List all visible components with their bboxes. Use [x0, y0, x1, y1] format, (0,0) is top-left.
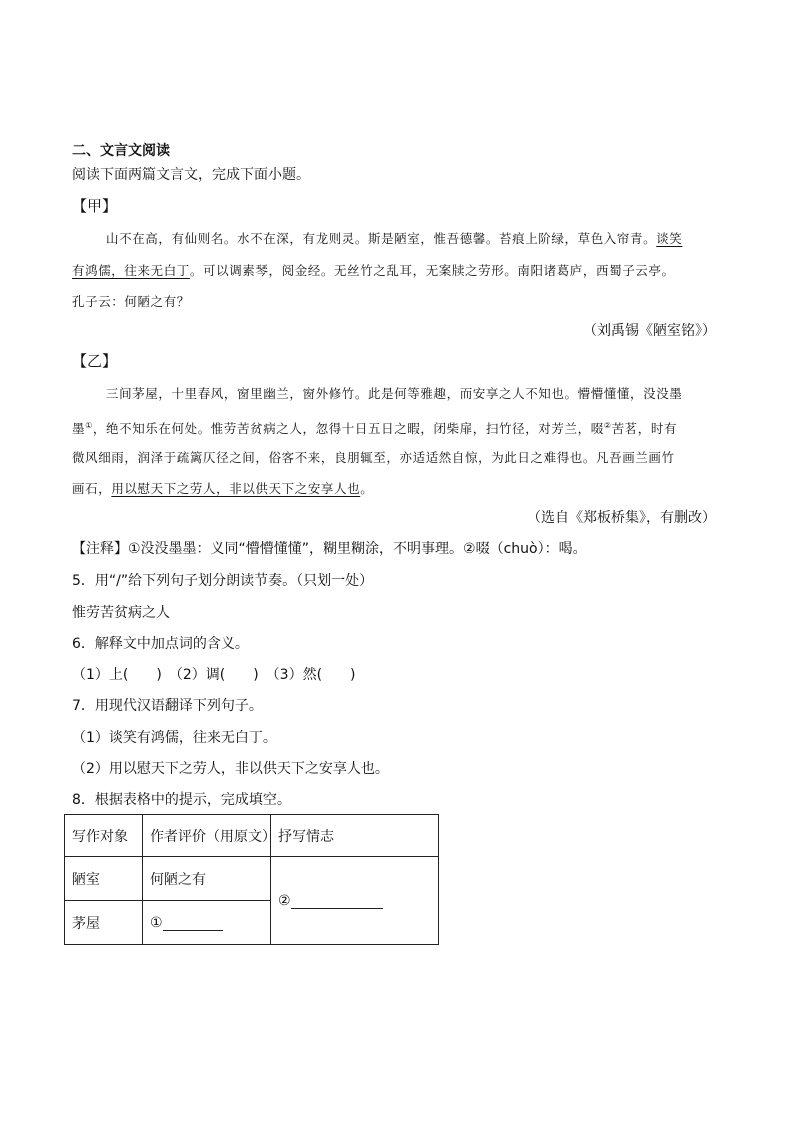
question-7-item-2: （2）用以慰天下之劳人，非以供天下之安享人也。 — [72, 761, 389, 777]
passage-yi-line-1: 三间茅屋，十里春风，窗里幽兰，窗外修竹。此是何等雅趣，而安享之人不知也。懵懵懂懂，没没墨 — [106, 386, 683, 401]
question-7: 7．用现代汉语翻译下列句子。 — [72, 698, 263, 714]
table-header-cell: 作者评价（用原文） — [143, 815, 271, 857]
note-marker-2: ② — [603, 421, 612, 430]
passage-yi-text: ，绝不知乐在何处。惟劳苦贫病之人，忽得十日五日之暇，闭柴扉，扫竹径，对芳兰，啜 — [92, 421, 604, 437]
table-row — [65, 857, 439, 901]
passage-yi-source: （选自《郑板桥集》，有删改） — [527, 510, 716, 526]
section-title: 二、文言文阅读 — [72, 143, 170, 159]
blank-marker-2: ② — [278, 892, 291, 909]
answer-table — [64, 814, 439, 945]
passage-yi-text: 墨 — [72, 421, 86, 437]
table-cell-evaluation[interactable] — [143, 901, 271, 945]
question-7-item-1: （1）谈笑有鸿儒，往来无白丁。 — [72, 730, 277, 746]
table-header-row — [65, 815, 439, 857]
passage-yi-line-3: 微风细雨，润泽于疏篱仄径之间，俗客不来，良朋辄至，亦适适然自惊，为此日之难得也。凡吾画兰画竹 — [72, 450, 675, 465]
blank-marker-1: ① — [150, 914, 163, 931]
note-marker-1: ① — [85, 421, 93, 430]
question-6-items: （1）上( ) （2）调( ) （3）然( ) — [72, 667, 356, 683]
passage-yi-line-2 — [72, 417, 677, 438]
passage-jia-text: 山不在高，有仙则名。水不在深，有龙则灵。斯是陋室，惟吾德馨。苔痕上阶绿，草色入帘青。 — [106, 231, 657, 246]
table-cell-feeling[interactable] — [271, 857, 439, 945]
section-instruction: 阅读下面两篇文言文，完成下面小题。 — [72, 167, 310, 183]
table-header-cell: 写作对象 — [65, 815, 143, 857]
question-5-sentence: 惟劳苦贫病之人 — [72, 605, 170, 621]
passage-jia-underlined-phrase: 有鸿儒，往来无白丁 — [72, 263, 190, 278]
passage-jia-source: （刘禹锡《陋室铭》） — [583, 323, 716, 339]
passage-jia-label: 【甲】 — [72, 197, 118, 215]
table-cell-object: 茅屋 — [65, 901, 143, 945]
passage-yi-text: 画石， — [72, 481, 112, 496]
passage-jia-line-2 — [72, 262, 675, 280]
passage-yi-line-4 — [72, 480, 373, 498]
question-5: 5．用“/”给下列句子划分朗读节奏。（只划一处） — [72, 573, 374, 589]
table-header-cell: 抒写情志 — [271, 815, 439, 857]
passage-jia-line-3: 孔子云：何陋之有？ — [72, 294, 190, 309]
passage-yi-underlined-phrase: 用以慰天下之劳人，非以供天下之安享人也 — [111, 481, 361, 496]
passage-yi-text: 苦茗，时有 — [611, 421, 678, 437]
passage-jia-underlined-phrase: 谈笑 — [656, 231, 683, 246]
passage-yi-label: 【乙】 — [72, 352, 118, 370]
passage-jia-line-1 — [106, 230, 682, 248]
passage-yi-text: 。 — [360, 481, 374, 496]
question-8: 8．根据表格中的提示，完成填空。 — [72, 792, 291, 808]
table-cell-object: 陋室 — [65, 857, 143, 901]
answer-blank-1[interactable] — [163, 916, 223, 931]
passage-jia-text: 。可以调素琴，阅金经。无丝竹之乱耳，无案牍之劳形。南阳诸葛庐，西蜀子云亭。 — [189, 263, 675, 278]
annotation-notes: 【注释】①没没墨墨：义同“懵懵懂懂”，糊里糊涂，不明事理。②啜（chuò）：喝。 — [72, 541, 587, 557]
table-cell-evaluation: 何陋之有 — [143, 857, 271, 901]
answer-blank-2[interactable] — [291, 894, 383, 909]
question-6: 6．解释文中加点词的含义。 — [72, 636, 249, 652]
